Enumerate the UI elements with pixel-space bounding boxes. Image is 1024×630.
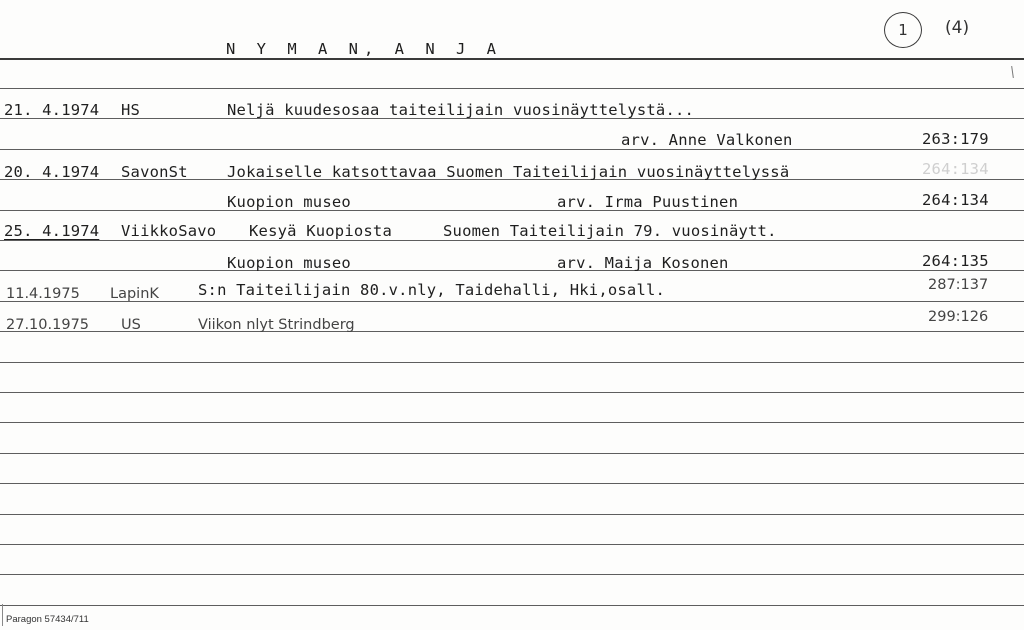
page-number-circle — [884, 12, 922, 48]
entry-title: Kesyä Kuopiosta — [249, 222, 392, 240]
entry-date: 11.4.1975 — [6, 286, 80, 302]
rule — [0, 605, 1024, 606]
rule — [0, 392, 1024, 393]
rule — [0, 453, 1024, 454]
entry-title-b: Suomen Taiteilijain 79. vuosinäytt. — [443, 222, 777, 240]
rule — [0, 270, 1024, 271]
rule — [0, 544, 1024, 545]
rule — [0, 88, 1024, 89]
rule — [0, 210, 1024, 211]
entry-date: 21. 4.1974 — [4, 101, 100, 119]
page-number: 1 — [898, 21, 908, 39]
rule — [0, 422, 1024, 423]
entry-code: 299:126 — [928, 309, 989, 325]
rule — [0, 514, 1024, 515]
entry-location: Kuopion museo — [227, 193, 351, 211]
card-title: N Y M A N, A N J A — [226, 40, 502, 58]
entry-code: 264:135 — [922, 252, 989, 270]
header-rule — [0, 58, 1024, 60]
entry-date: 27.10.1975 — [6, 317, 90, 333]
rule — [0, 483, 1024, 484]
entry-source: SavonSt — [121, 163, 188, 181]
entry-title: Viikon nlyt Strindberg — [198, 317, 355, 333]
page-total: (4) — [945, 18, 970, 38]
entry-reviewer: arv. Maija Kosonen — [557, 254, 729, 272]
entry-code: 287:137 — [928, 277, 989, 293]
rule — [0, 149, 1024, 150]
rule — [0, 240, 1024, 241]
entry-reviewer: arv. Anne Valkonen — [621, 131, 793, 149]
entry-date: 25. 4.1974 — [4, 222, 100, 240]
entry-title: S:n Taiteilijain 80.v.nly, Taidehalli, Hki,osall. — [198, 281, 666, 299]
pencil-tick — [1011, 66, 1014, 78]
entry-code-faded: 264:134 — [922, 160, 989, 178]
entry-date: 20. 4.1974 — [4, 163, 100, 181]
rule — [0, 574, 1024, 575]
entry-location: Kuopion museo — [227, 254, 351, 272]
entry-reviewer: arv. Irma Puustinen — [557, 193, 739, 211]
rule — [0, 362, 1024, 363]
entry-source: US — [121, 317, 141, 333]
entry-source: LapinK — [110, 286, 159, 302]
entry-title: Jokaiselle katsottavaa Suomen Taiteilijain vuosinäyttelyssä — [227, 163, 790, 181]
entry-source: ViikkoSavo — [121, 222, 217, 240]
entry-title: Neljä kuudesosaa taiteilijain vuosinäyttelystä... — [227, 101, 695, 119]
entry-code: 264:134 — [922, 191, 989, 209]
entry-code: 263:179 — [922, 130, 989, 148]
edge-mark — [2, 604, 3, 626]
rule — [0, 331, 1024, 332]
entry-source: HS — [121, 101, 141, 119]
printer-imprint: Paragon 57434/711 — [6, 614, 89, 625]
